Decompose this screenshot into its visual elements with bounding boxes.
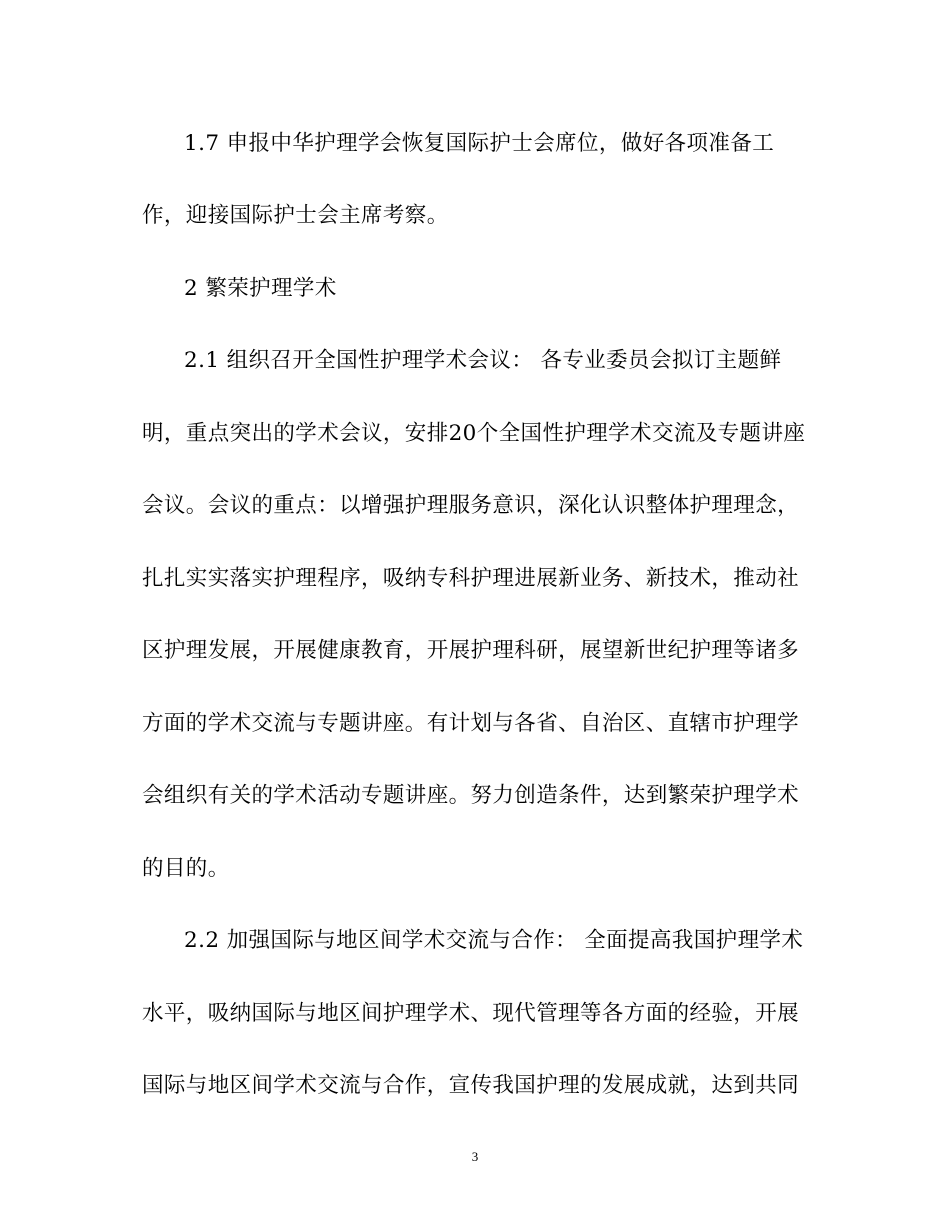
paragraph-2-1-line-1: 2.1 组织召开全国性护理学术会议： 各专业委员会拟订主题鲜 (184, 348, 782, 373)
paragraph-2-2-line-3: 国际与地区间学术交流与合作，宣传我国护理的发展成就，达到共同 (142, 1073, 800, 1098)
paragraph-2-1-line-4: 扎扎实实落实护理程序，吸纳专科护理进展新业务、新技术，推动社 (142, 566, 800, 591)
paragraph-2-2-line-2: 水平，吸纳国际与地区间护理学术、现代管理等各方面的经验，开展 (142, 1001, 800, 1026)
paragraph-2-2-line-1: 2.2 加强国际与地区间学术交流与合作： 全面提高我国护理学术 (184, 928, 804, 953)
section-2-heading: 2 繁荣护理学术 (184, 276, 337, 301)
paragraph-2-1-line-7: 会组织有关的学术活动专题讲座。努力创造条件，达到繁荣护理学术 (142, 783, 800, 808)
paragraph-2-1-line-8: 的目的。 (142, 856, 230, 881)
paragraph-1-7-line-2: 作，迎接国际护士会主席考察。 (142, 203, 449, 228)
paragraph-2-1-line-6: 方面的学术交流与专题讲座。有计划与各省、自治区、直辖市护理学 (142, 711, 800, 736)
paragraph-2-1-line-3: 会议。会议的重点：以增强护理服务意识，深化认识整体护理理念， (142, 493, 800, 518)
paragraph-2-1-line-5: 区护理发展，开展健康教育，开展护理科研，展望新世纪护理等诸多 (142, 638, 800, 663)
paragraph-2-1-line-2: 明，重点突出的学术会议，安排20个全国性护理学术交流及专题讲座 (142, 421, 806, 446)
page-number: 3 (471, 1149, 479, 1164)
paragraph-1-7-line-1: 1.7 申报中华护理学会恢复国际护士会席位，做好各项准备工 (184, 131, 775, 156)
